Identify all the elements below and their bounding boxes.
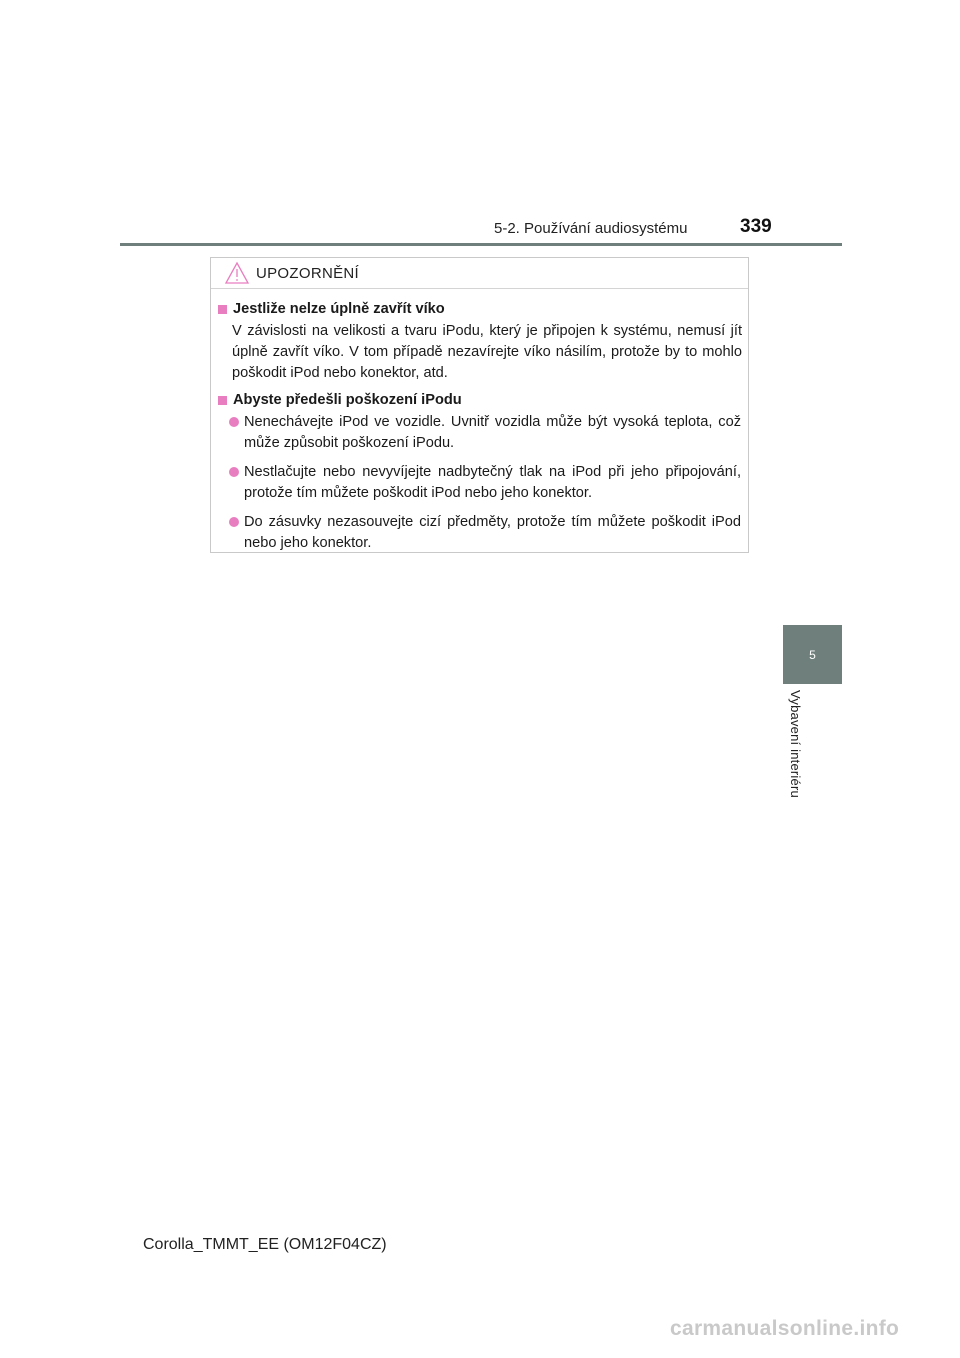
section-heading [217,390,742,411]
list-item-text: Nenechávejte iPod ve vozidle. Uvnitř vozidla může být vysoká teplota, což může způsobit poškození iPodu. [244,414,741,451]
warning-header [211,258,748,289]
page-number: 339 [740,216,772,237]
section-paragraph: V závislosti na velikosti a tvaru iPodu, který je připojen k systému, nemusí jít úplně zavřít víko. V tom případě nezavírejte víko násilím, protože by to mohlo poškodit iPod nebo konektor, atd. [232,323,742,381]
chapter-tab [783,625,842,684]
chapter-label: Vybavení interiéru [788,690,803,798]
square-bullet-icon [218,396,227,405]
list-item [217,462,742,504]
section-heading-text: Abyste předešli poškození iPodu [233,392,462,408]
circle-bullet-icon [229,517,239,527]
list-item-text: Nestlačujte nebo nevyvíjejte nadbytečný tlak na iPod při jeho připojování, protože tím můžete poškodit iPod nebo jeho konektor. [244,464,741,501]
list-item [217,412,742,454]
section-heading-text: Jestliže nelze úplně zavřít víko [233,301,445,317]
list-item-text: Do zásuvky nezasouvejte cizí předměty, protože tím můžete poškodit iPod nebo jeho konektor. [244,514,741,551]
section-title: 5-2. Používání audiosystému [494,220,688,237]
warning-box [210,257,749,553]
warning-triangle-icon [224,261,250,285]
watermark: carmanualsonline.info [670,1317,900,1340]
circle-bullet-icon [229,417,239,427]
warning-title: UPOZORNĚNÍ [256,264,360,282]
warning-body [211,289,748,554]
section-heading [217,299,742,320]
square-bullet-icon [218,305,227,314]
header-divider [120,243,842,246]
footer-model-code: Corolla_TMMT_EE (OM12F04CZ) [143,1236,387,1253]
list-item [217,512,742,554]
circle-bullet-icon [229,467,239,477]
chapter-number: 5 [809,647,816,662]
